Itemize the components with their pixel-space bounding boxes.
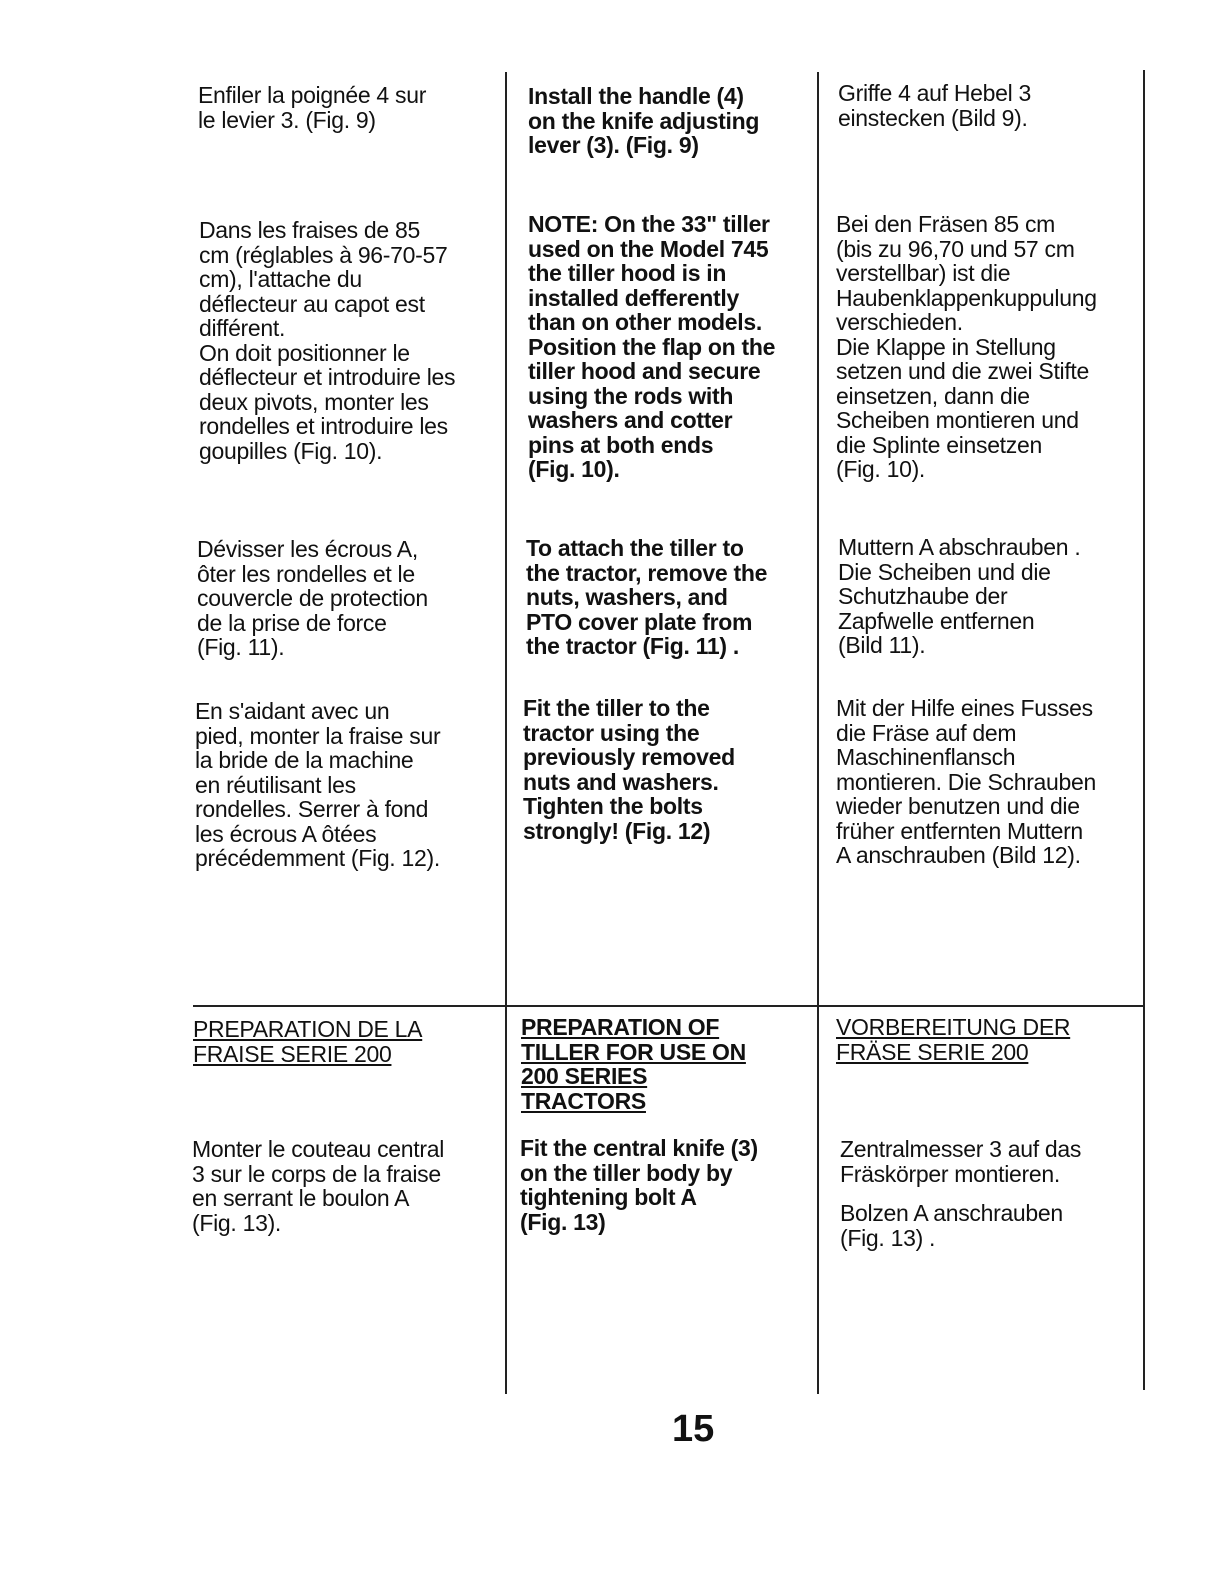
en-step-pto-cover: To attach the tiller to the tractor, remove the nuts, washers, and PTO cover plate from the tractor (Fig. 11) . bbox=[526, 535, 768, 659]
fr-step-pto-cover: Dévisser les écrous A, ôter les rondelles et le couvercle de protection de la prise de force (Fig. 11). bbox=[197, 536, 428, 660]
fr-section-heading: PREPARATION DE LA FRAISE SERIE 200 bbox=[193, 1016, 423, 1067]
fr-step-knife: Monter le couteau central 3 sur le corps de la fraise en serrant le boulon A (Fig. 13). bbox=[192, 1136, 445, 1236]
column-divider-left bbox=[505, 72, 507, 1394]
page-number: 15 bbox=[672, 1408, 715, 1450]
de-step-knife: Zentralmesser 3 auf das Fräskörper montieren. bbox=[840, 1136, 1082, 1187]
de-step-pto-cover: Muttern A abschrauben . Die Scheiben und die Schutzhaube der Zapfwelle entfernen (Bild 11). bbox=[838, 534, 1081, 658]
column-divider-right bbox=[817, 72, 819, 1394]
en-step-knife: Fit the central knife (3) on the tiller body by tightening bolt A (Fig. 13) bbox=[520, 1135, 758, 1235]
de-section-heading: VORBEREITUNG DER FRÄSE SERIE 200 bbox=[836, 1014, 1071, 1065]
en-step-hood: NOTE: On the 33" tiller used on the Model 745 the tiller hood is in installed defferently than on other models. Position the flap on the tiller hood and secure using the rods with washers and cotter pins at both ends (Fig. 10). bbox=[528, 211, 776, 482]
section-divider bbox=[193, 1005, 1145, 1007]
fr-step-mount: En s'aidant avec un pied, monter la fraise sur la bride de la machine en réutilisant les rondelles. Serrer à fond les écrous A ôtées précédemment (Fig. 12). bbox=[195, 698, 441, 871]
page-border-right bbox=[1143, 70, 1145, 1390]
en-section-heading: PREPARATION OF TILLER FOR USE ON 200 SERIES TRACTORS bbox=[521, 1014, 746, 1114]
de-step-bolt: Bolzen A anschrauben (Fig. 13) . bbox=[840, 1200, 1063, 1251]
de-step-handle: Griffe 4 auf Hebel 3 einstecken (Bild 9). bbox=[838, 80, 1032, 131]
en-step-handle: Install the handle (4) on the knife adjusting lever (3). (Fig. 9) bbox=[528, 83, 760, 158]
fr-step-hood: Dans les fraises de 85 cm (réglables à 96-70-57 cm), l'attache du déflecteur au capot est différent. On doit positionner le déflecteur et introduire les deux pivots, monter les rondelles et introduire les goupilles (Fig. 10). bbox=[199, 217, 456, 464]
de-step-hood: Bei den Fräsen 85 cm (bis zu 96,70 und 57 cm verstellbar) ist die Haubenklappenkuppulung verschieden. Die Klappe in Stellung setzen und die zwei Stifte einsetzen, dann die Scheiben montieren und die Splinte einsetzen (Fig. 10). bbox=[836, 211, 1097, 482]
en-step-mount: Fit the tiller to the tractor using the previously removed nuts and washers. Tighten the bolts strongly! (Fig. 12) bbox=[523, 695, 735, 844]
de-step-mount: Mit der Hilfe eines Fusses die Fräse auf dem Maschinenflansch montieren. Die Schrauben wieder benutzen und die früher entfernten Muttern A anschrauben (Bild 12). bbox=[836, 695, 1097, 868]
fr-step-handle: Enfiler la poignée 4 sur le levier 3. (Fig. 9) bbox=[198, 82, 427, 133]
